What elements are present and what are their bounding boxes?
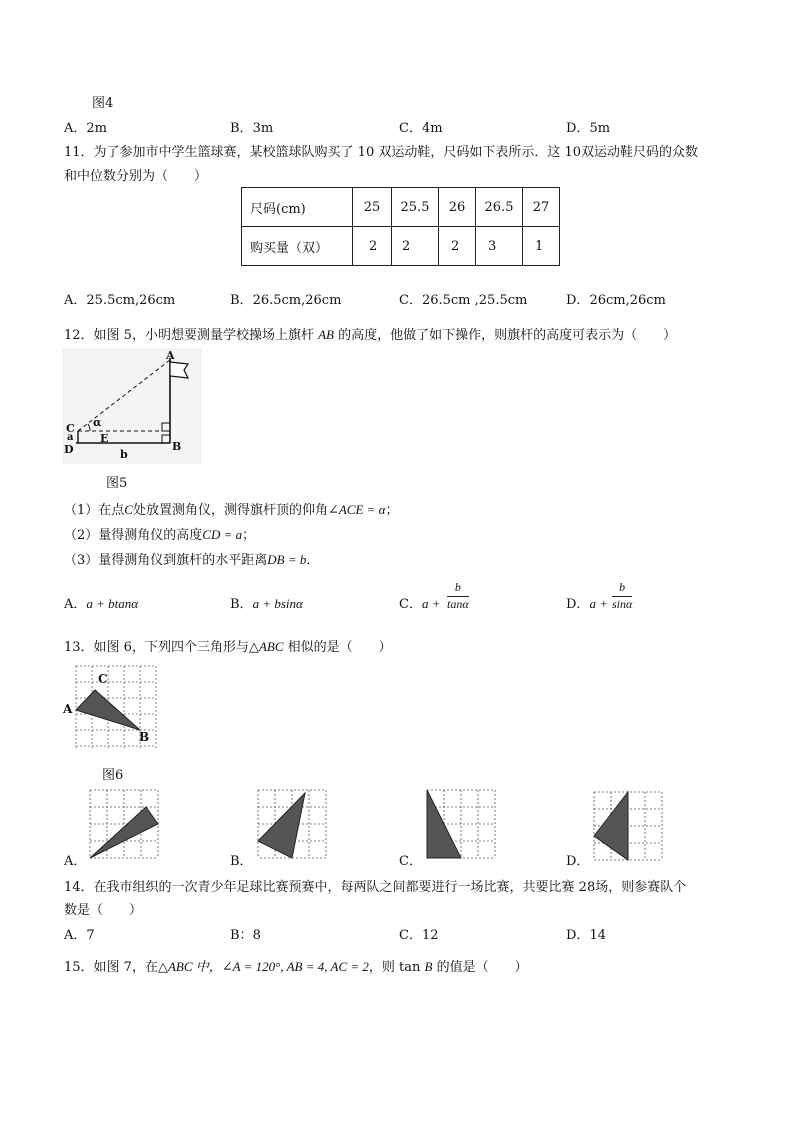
point-label: A — [63, 702, 73, 716]
figure-4-caption: 图4 — [92, 96, 114, 111]
table-cell: 1 — [523, 227, 560, 266]
option-c: C．26.5cm ,25.5cm — [399, 293, 528, 308]
option-b: B．3m — [230, 121, 274, 136]
point-label: C — [98, 672, 108, 686]
option-d: D．14 — [566, 928, 606, 943]
option-d: D．a + — [566, 596, 608, 612]
q12-step-1: （1）在点C处放置测角仪，测得旗杆顶的仰角∠ACE = α； — [64, 502, 399, 518]
table-cell: 27 — [523, 188, 560, 227]
option-c: C．12 — [399, 928, 439, 943]
option-b-text: 26.5cm,26cm — [252, 293, 342, 308]
option-d-text: 14 — [589, 928, 606, 943]
option-d: D．26cm,26cm — [566, 293, 666, 308]
point-label: a — [67, 432, 74, 443]
option-a-text: a + btanα — [86, 596, 139, 611]
option-a: A． — [64, 854, 87, 869]
point-label: D — [64, 443, 74, 456]
option-a-text: 2m — [86, 121, 107, 136]
point-label: C — [66, 422, 75, 435]
option-d: D．5m — [566, 121, 611, 136]
figure-5-caption: 图5 — [106, 476, 128, 491]
option-c-triangle — [425, 788, 497, 860]
table-cell: 26.5 — [476, 188, 523, 227]
fraction-numerator: b — [447, 580, 469, 597]
q12-stem: 12．如图 5，小明想要测量学校操场上旗杆 AB 的高度，他做了如下操作，则旗杆的高度可表示为（ ） — [64, 327, 677, 343]
figure-6-grid — [62, 664, 162, 752]
table-cell: 2 — [353, 227, 392, 266]
option-c-fraction — [447, 580, 469, 612]
option-b-text: 8 — [252, 928, 261, 943]
option-c-text: 12 — [421, 928, 439, 943]
table-header-count: 购买量（双） — [242, 227, 353, 266]
table-cell: 25.5 — [392, 188, 439, 227]
q11-stem-line2: 和中位数分别为（ ） — [64, 169, 208, 184]
fraction-denominator: sinα — [612, 597, 633, 611]
option-a: A．2m — [64, 121, 107, 136]
option-d-text: a + — [589, 596, 608, 611]
point-label: b — [120, 448, 128, 461]
option-c: C．4m — [399, 121, 443, 136]
q14-stem-line2: 数是（ ） — [64, 903, 143, 918]
option-b-triangle — [256, 788, 328, 860]
table-header-size: 尺码(cm) — [242, 188, 353, 227]
option-b: B． — [230, 854, 253, 869]
shoe-size-table — [241, 187, 560, 266]
figure-6-caption: 图6 — [102, 768, 124, 783]
table-row — [242, 188, 560, 227]
q14-stem-line1: 14．在我市组织的一次青少年足球比赛预赛中，每两队之间都要进行一场比赛，共要比赛 28场，则参赛队个 — [64, 880, 687, 895]
point-label: α — [93, 416, 102, 429]
option-d-grid — [592, 790, 664, 862]
flagpole-figure — [62, 348, 202, 464]
option-d-text: 5m — [589, 121, 611, 136]
option-d-fraction — [612, 580, 632, 612]
option-d: D． — [566, 854, 590, 869]
option-b: B．a + bsinα — [230, 596, 303, 612]
point-label: B — [139, 730, 150, 744]
option-a: A．7 — [64, 928, 95, 943]
point-label: E — [100, 432, 109, 445]
q12-step-3: （3）量得测角仪到旗杆的水平距离DB = b． — [64, 552, 320, 568]
table-cell: 2 — [439, 227, 476, 266]
point-label: A — [166, 349, 175, 362]
option-a-text: 7 — [86, 928, 95, 943]
table-row — [242, 227, 560, 266]
table-cell: 25 — [353, 188, 392, 227]
option-c-grid — [425, 788, 497, 860]
option-a-text: 25.5cm,26cm — [86, 293, 176, 308]
option-b-text: a + bsinα — [252, 596, 303, 611]
q15-stem: 15．如图 7，在△ABC 中，∠A = 120°, AB = 4, AC = 2，则 tan B 的值是（ ） — [64, 959, 528, 975]
option-b: B：8 — [230, 928, 261, 943]
option-a: A．25.5cm,26cm — [64, 293, 176, 308]
table-cell: 26 — [439, 188, 476, 227]
fraction-numerator: b — [612, 580, 632, 597]
option-b: B．26.5cm,26cm — [230, 293, 342, 308]
table-cell: 3 — [476, 227, 523, 266]
point-label: B — [172, 440, 182, 453]
option-a: A．a + btanα — [64, 596, 139, 612]
option-c-text: 4m — [421, 121, 443, 136]
option-b-text: 3m — [252, 121, 274, 136]
option-c: C． — [399, 854, 422, 869]
fraction-denominator: tanα — [447, 597, 469, 611]
option-c: C．a + — [399, 596, 441, 612]
option-d-triangle — [592, 790, 664, 862]
option-b-grid — [256, 788, 328, 860]
q11-stem-line1: 11．为了参加市中学生篮球赛，某校篮球队购买了 10 双运动鞋，尺码如下表所示．这 10双运动鞋尺码的众数 — [64, 145, 699, 160]
q12-step-2: （2）量得测角仪的高度CD = a； — [64, 527, 256, 543]
option-c-text: a + — [421, 596, 441, 611]
table-cell: 2 — [392, 227, 439, 266]
option-a-grid — [88, 788, 160, 860]
option-d-text: 26cm,26cm — [589, 293, 666, 308]
q13-stem: 13．如图 6，下列四个三角形与△ABC 相似的是（ ） — [64, 639, 392, 655]
option-a-triangle — [88, 788, 160, 860]
option-c-text: 26.5cm ,25.5cm — [421, 293, 528, 308]
